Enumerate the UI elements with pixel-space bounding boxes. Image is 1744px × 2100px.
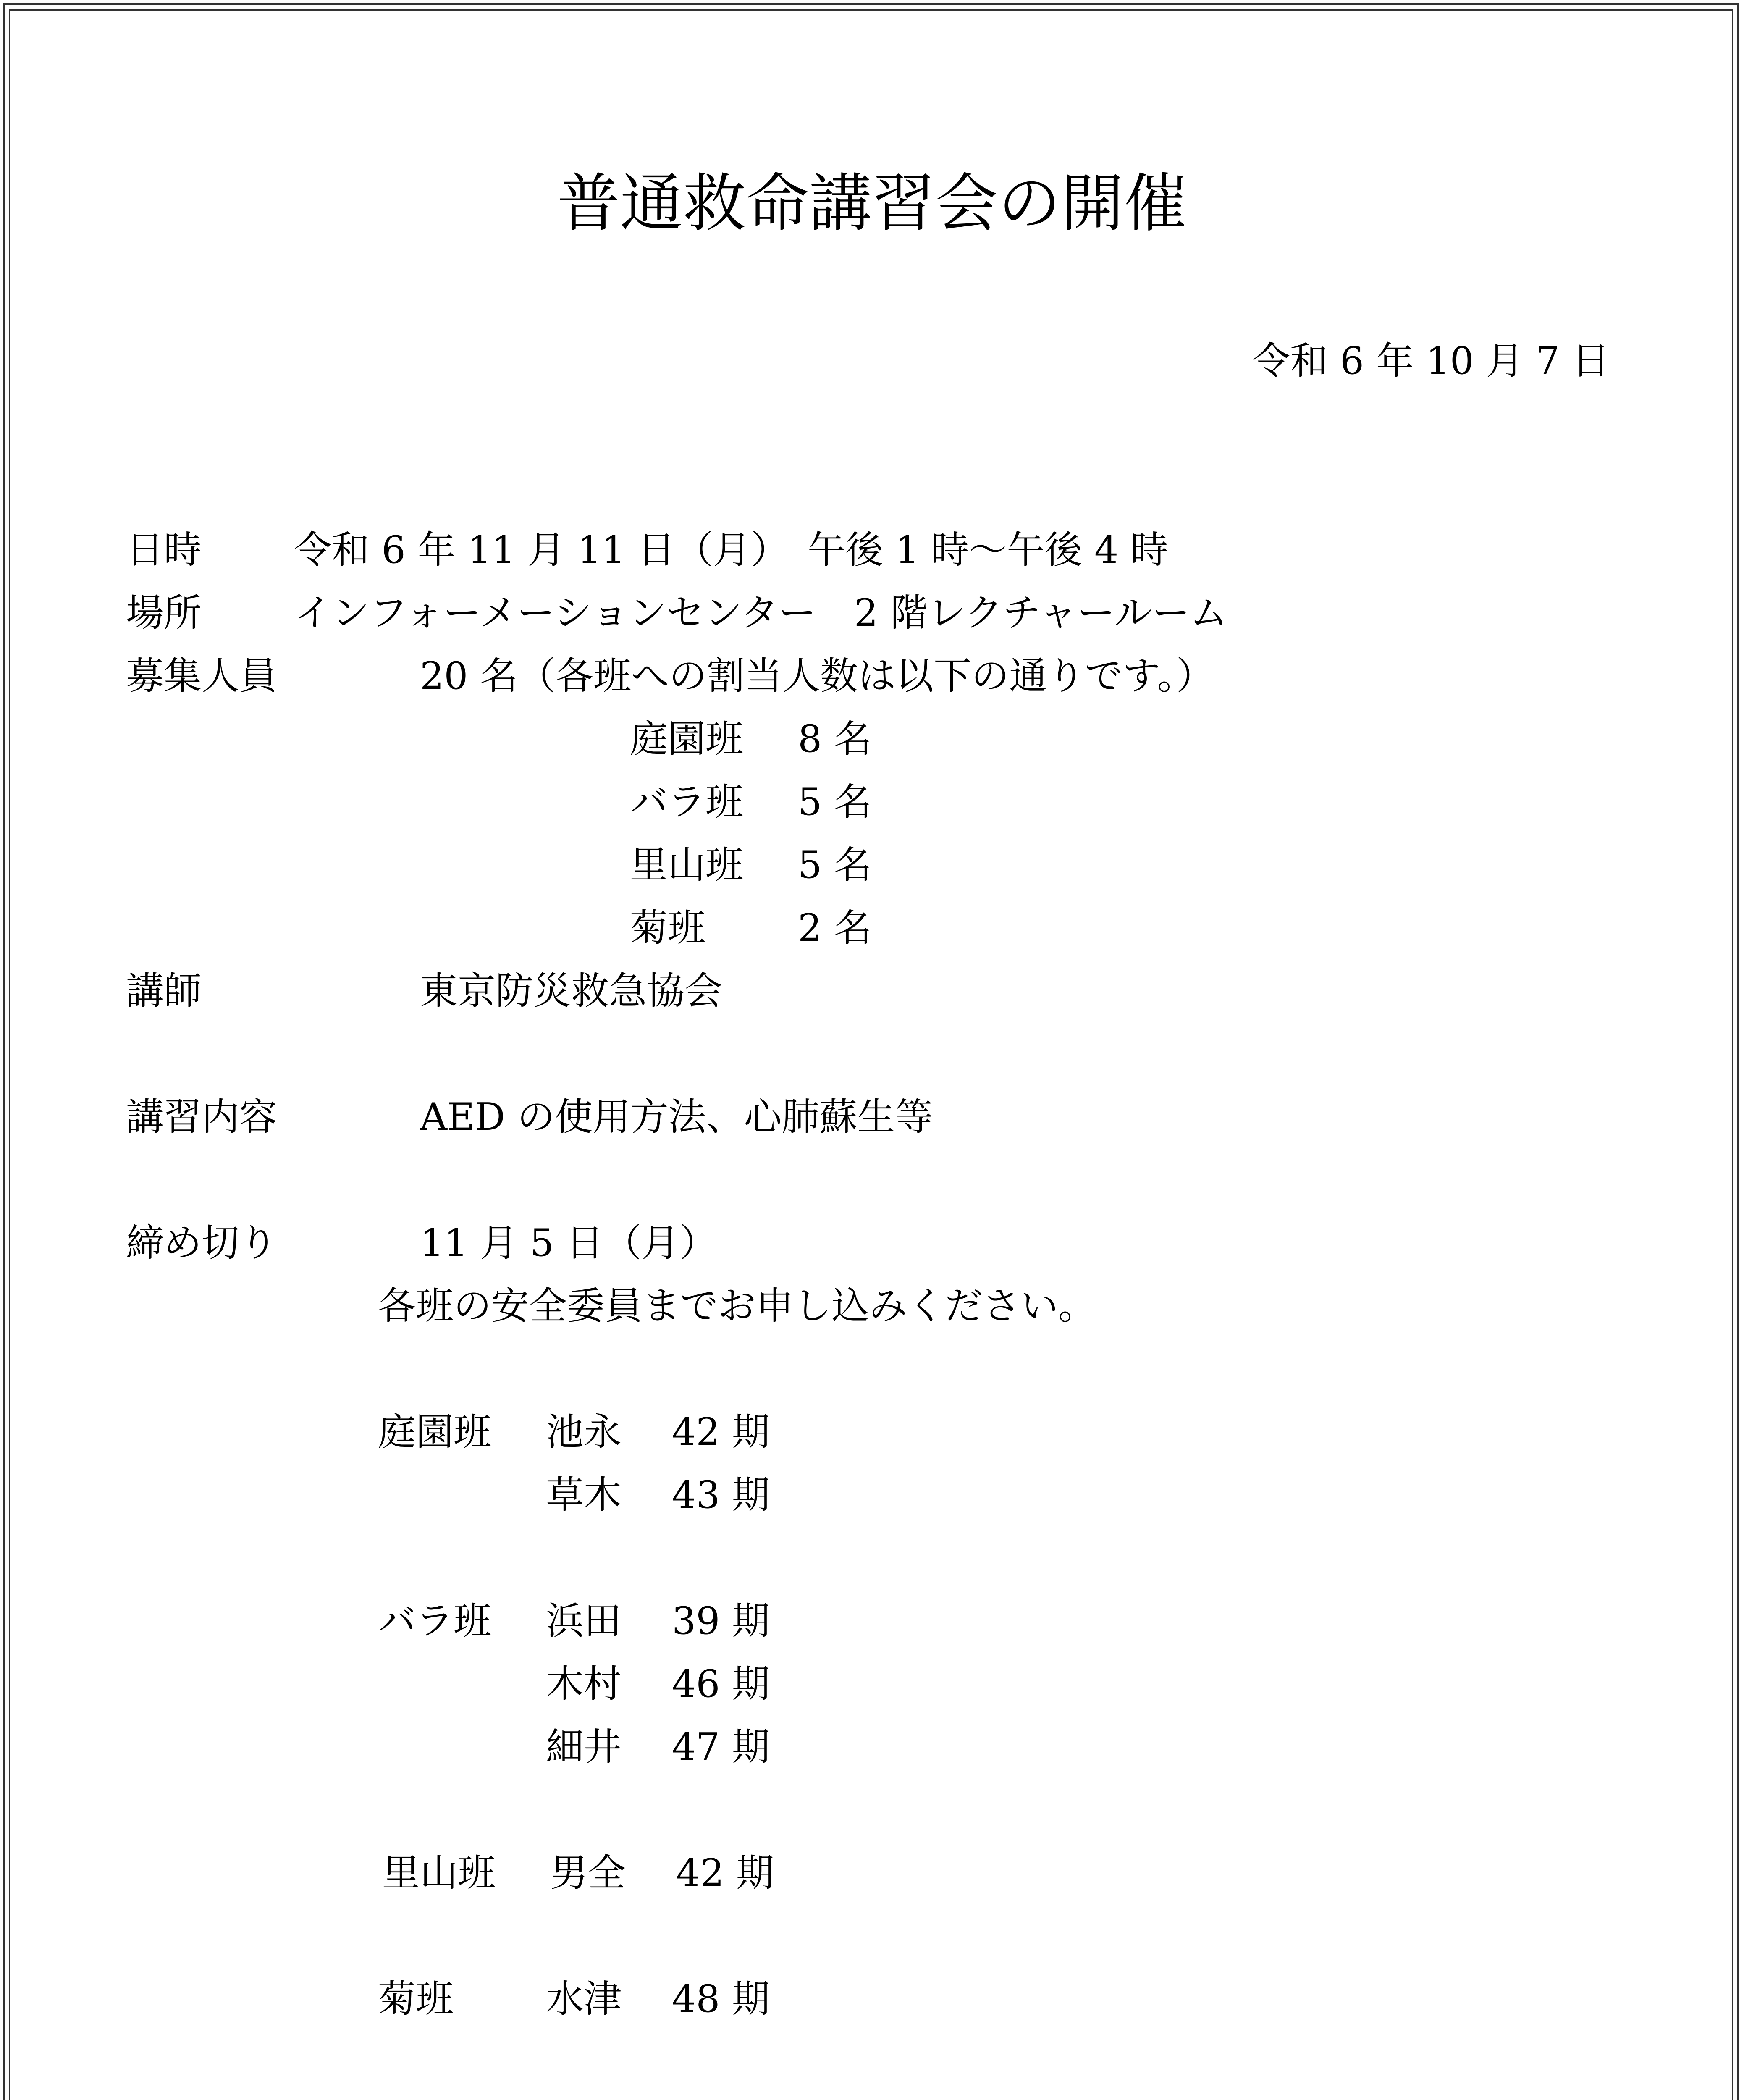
datetime-value: 令和 6 年 11 月 11 日（月） 午後 1 時～午後 4 時 [294,528,1168,572]
document-title: 普通救命講習会の開催 [557,167,1187,240]
place-value: インフォーメーションセンター 2 階レクチャールーム [294,591,1228,635]
allocation-team: 庭園班 [630,717,743,761]
contact-term: 42 期 [676,1851,774,1895]
contact-name: 浜田 [546,1599,622,1643]
content-label: 講習内容 [126,1095,277,1139]
contact-term: 46 期 [672,1662,770,1706]
contact-name: 草木 [546,1473,622,1517]
allocation-count: 5 名 [798,780,872,824]
contact-term: 39 期 [672,1599,770,1643]
contact-team: 里山班 [382,1851,496,1895]
contact-team: バラ班 [378,1599,491,1643]
deadline-value: 11 月 5 日（月） [420,1221,717,1265]
contact-team: 庭園班 [378,1410,491,1454]
place-label: 場所 [126,591,202,635]
contact-term: 42 期 [672,1410,770,1454]
contact-name: 池永 [546,1410,622,1454]
allocation-count: 8 名 [798,717,872,761]
issue-date: 令和 6 年 10 月 7 日 [1252,339,1610,383]
allocation-count: 5 名 [798,843,872,887]
contact-name: 男全 [550,1851,626,1895]
deadline-note: 各班の安全委員までお申し込みください。 [378,1284,1096,1328]
deadline-label: 締め切り [126,1221,277,1265]
contact-term: 47 期 [672,1725,770,1769]
contact-term: 48 期 [672,1977,770,2021]
allocation-team: バラ班 [630,780,743,824]
contact-team: 菊班 [378,1977,454,2021]
contact-name: 木村 [546,1662,622,1706]
contact-name: 水津 [546,1977,622,2021]
allocation-count: 2 名 [798,906,872,950]
content-value: AED の使用方法、心肺蘇生等 [420,1095,933,1139]
contact-term: 43 期 [672,1473,770,1517]
allocation-team: 里山班 [630,843,743,887]
instructor-value: 東京防災救急協会 [420,969,722,1013]
instructor-label: 講師 [126,969,202,1013]
recruit-value: 20 名（各班への割当人数は以下の通りです。） [420,654,1214,698]
datetime-label: 日時 [126,528,202,572]
contact-name: 細井 [546,1725,622,1769]
allocation-team: 菊班 [630,906,705,950]
recruit-label: 募集人員 [126,654,277,698]
